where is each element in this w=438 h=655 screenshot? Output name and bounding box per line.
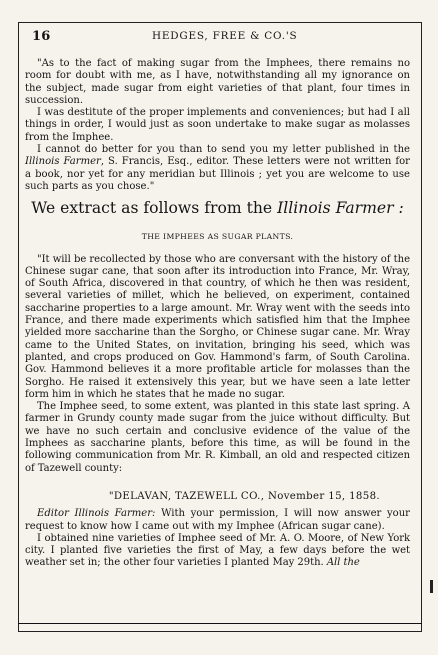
lead-in-text: We extract as follows from the [31, 199, 273, 218]
paragraph-text: I obtained nine varieties of Imphee seed of Mr. A. O. Moore, of New York city. I planted five varieties the first of May, a few days before the wet weather set in; the other four varieties I planted May 29th. [25, 532, 410, 569]
editor-label: Editor Illinois Farmer: [37, 508, 156, 520]
publication-name: Illinois Farmer [25, 156, 101, 168]
quoted-paragraph-3 [25, 144, 410, 193]
section-title: THE IMPHEES AS SUGAR PLANTS. [141, 232, 294, 242]
continued-text: All the [326, 557, 360, 569]
running-head: HEDGES, FREE & CO.'S [152, 30, 298, 42]
letter-dateline: "DELAVAN, TAZEWELL CO., November 15, 1858. [108, 490, 380, 502]
page-body [25, 58, 410, 570]
section-lead-in [25, 200, 410, 217]
letter-paragraph-2 [25, 533, 410, 570]
quoted-paragraph-1: "As to the fact of making sugar from the Imphees, there remains no room for doubt with me, as I have, notwithstanding all my ignorance on the subject, made sugar from eight varieties of that plant, four times in succession. [25, 58, 410, 106]
paragraph-text: I cannot do better for you than to send you my letter published in the [37, 144, 410, 156]
quoted-paragraph-2: I was destitute of the proper implements and conveniences; but had I all things in order, I would just as soon undertake to make sugar as molasses from the Imphee. [25, 107, 410, 143]
paragraph-text: With your permission, I will now answer your request to know how I came out with my Imphee (African sugar cane). [25, 508, 410, 532]
planting-paragraph: The Imphee seed, to some extent, was planted in this state last spring. A farmer in Grundy county made sugar from the juice without difficulty. But we have no such certain and conclusive evidence of the value of the Imphees as saccharine plants, before this time, as will be found in the following communication from Mr. R. Kimball, an old and respected citizen of Tazewell county: [25, 401, 410, 474]
lead-in-publication: Illinois Farmer : [277, 199, 404, 218]
page-number: 16 [32, 29, 51, 44]
margin-mark [430, 580, 433, 593]
page-header [20, 26, 420, 50]
bottom-rule [18, 623, 422, 624]
letter-paragraph-1 [25, 508, 410, 533]
paragraph-text: , S. Francis, Esq., editor. These letters were not written for a book, nor yet for any meridian but Illinois ; yet you are welcome to use such parts as you chose." [25, 156, 410, 192]
history-paragraph: "It will be recollected by those who are conversant with the history of the Chinese sugar cane, that soon after its introduction into France, Mr. Wray, of South Africa, discovered in that country, of which he then was resident, several varieties of millet, which he believed, on experiment, contained saccharine properties to a large amount. Mr. Wray went with the seeds into France, and there made experiments which satisfied him that the Imphee yielded more saccharine than the Sorgho, or Chinese sugar cane. Mr. Wray came to the United States, on invitation, bringing his seed, which was planted, and crops produced on Gov. Hammond's farm, of South Carolina. Gov. Hammond believes it a more profitable article for molasses than the Sorgho. He raised it extensively this year, but we have seen a late letter form him in which he states that he made no sugar. [25, 253, 410, 400]
